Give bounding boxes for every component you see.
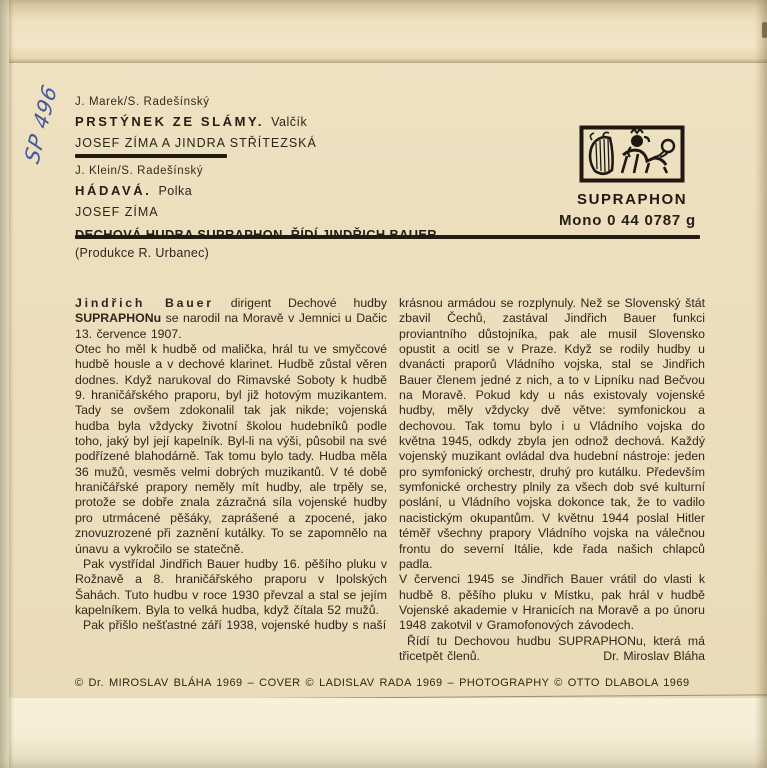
catalog-number: Mono 0 44 0787 g [558,212,696,229]
bio-paragraph-2: Otec ho měl k hudbě od malička, hrál tu ve smyčcové hudbě housle a v dechové klarinet. Hudbě zůstal věren dodnes. Když narukoval do Rimavské Soboty k hudbě 9. hraničářského praporu, byl již hotovým muzikantem. Tady se ovšem zdokonalil tak jak nikde; vojenská hudba byla vždycky životní školou hudebníků podle toho, jaký byl její kapelník. Byl-li na výši, působil na své podřízené blahodárně. Tak tomu bylo tady. Hudba měla 36 mužů, vesměs velmi dobrých muzikantů. V té době hraničářské prapory neměly mít hudby, ale trpěly se, protože se dobře znala zázračná síla vojenské hudby pro utrmácené pěšáky, zaprášené a zpocené, jako znovuzrozené při zaznění kutálky. To se zapomnělo na únavu a vykročilo se statečně. [75,342,387,556]
artist-name: Jindřich Bauer [75,296,214,310]
handwritten-catalog-note: SP 496 [20,80,62,168]
track2-performers: JOSEF ZÍMA [75,205,159,220]
track1-genre: Valčík [271,114,308,129]
liner-notes-right-column [399,296,705,664]
scan-edge-mark [762,22,767,38]
producer-line: (Produkce R. Urbanec) [75,245,210,260]
bio-paragraph-3: Pak vystřídal Jindřich Bauer hudby 16. pěšího pluku v Rožnavě a 8. hraničářského praporu v Ipolských Šahách. Tuto hudbu v roce 1930 převzal a stal se jejím kapelníkem. Byla to velká hudba, když čítala 52 mužů. [75,556,387,617]
bottom-fold-flap [0,698,767,768]
top-fold-flap [0,0,767,63]
bio-paragraph-1: Jindřich Bauer dirigent Dechové hudby SUPRAPHONu se narodil na Moravě v Jemnici u Dačic 13. července 1907. [75,296,387,341]
track2-title: HÁDAVÁ. [75,182,152,198]
liner-notes [75,296,705,664]
author-signature: Dr. Miroslav Bláha [603,648,705,663]
track1-composer-credit: J. Marek/S. Radešínský [75,96,210,108]
supraphon-logo-block [577,125,687,208]
left-paper-edge [0,0,9,768]
right-paper-shadow [755,0,767,768]
track1-performers: JOSEF ZÍMA A JINDRA STŘÍTEZSKÁ [75,136,317,151]
copyright-line: © Dr. MIROSLAV BLÁHA 1969 – COVER © LADISLAV RADA 1969 – PHOTOGRAPHY © OTTO DLABOLA 1969 [75,677,690,689]
track2-composer-credit: J. Klein/S. Radešínský [75,165,204,178]
bio-paragraph-7: Řídí tu Dechovou hudbu SUPRAPHONu, která má třicetpět členů. [399,633,705,663]
bio-paragraph-5: krásnou armádou se rozplynuly. Než se Slovenský štát zbavil Čechů, zastával Jindřich Bauer funkci proviantního důstojníka, pak ale musil Slovensko opustit a ocitl se v Praze. Když se rodily hudby u dvanácti praporů Vládního vojska, stal se Jindřich Bauer členem jedné z nich, a to v Lipníku nad Bečvou na Moravě. Pokud kdy u nás existovaly vojenské hudby, měly vždycky dvě větve: symfonickou a dechovou. Tak tomu bylo i u Vládního vojska do května 1945, odkdy zbyla jen odnož dechová. Každý vojenský muzikant ovládal dva hudební nástroje: jeden pro symfonický orchestr, druhý pro kutálku. Především symfonické orchestry plnily za všech dob své kulturní poslání, u Vládního vojska dokonce tak, že to vadilo nacistickým okupantům. V květnu 1944 poslal Hitler téměř všechny prapory Vládního vojska na válečnou frontu do severní Itálie, kde řada našich chlapců padla. [399,296,705,571]
header-divider-rule [75,235,700,239]
track2-genre: Polka [158,183,193,198]
track1-title-line [75,112,555,132]
bio-paragraph-4: Pak přišlo nešťastné září 1938, vojenské hudby s naší [83,618,387,633]
supraphon-lion-lyre-icon [579,125,685,183]
track1-title: PRSTÝNEK ZE SLÁMY. [75,113,265,129]
bio-paragraph-6: V červenci 1945 se Jindřich Bauer vrátil do vlasti k hudbě 8. pěšího pluku v Místku, pak hrál v hudbě Vojenské akademie v Hranicích na Moravě a po únoru 1948 zakotvil v Gramofonových závodech. [399,572,705,633]
label-name-inline: SUPRAPHONu [75,311,162,326]
liner-notes-left-column [75,296,387,664]
label-name: SUPRAPHON [577,191,688,208]
track-divider-rule [75,154,227,158]
track2-title-line [75,181,555,201]
